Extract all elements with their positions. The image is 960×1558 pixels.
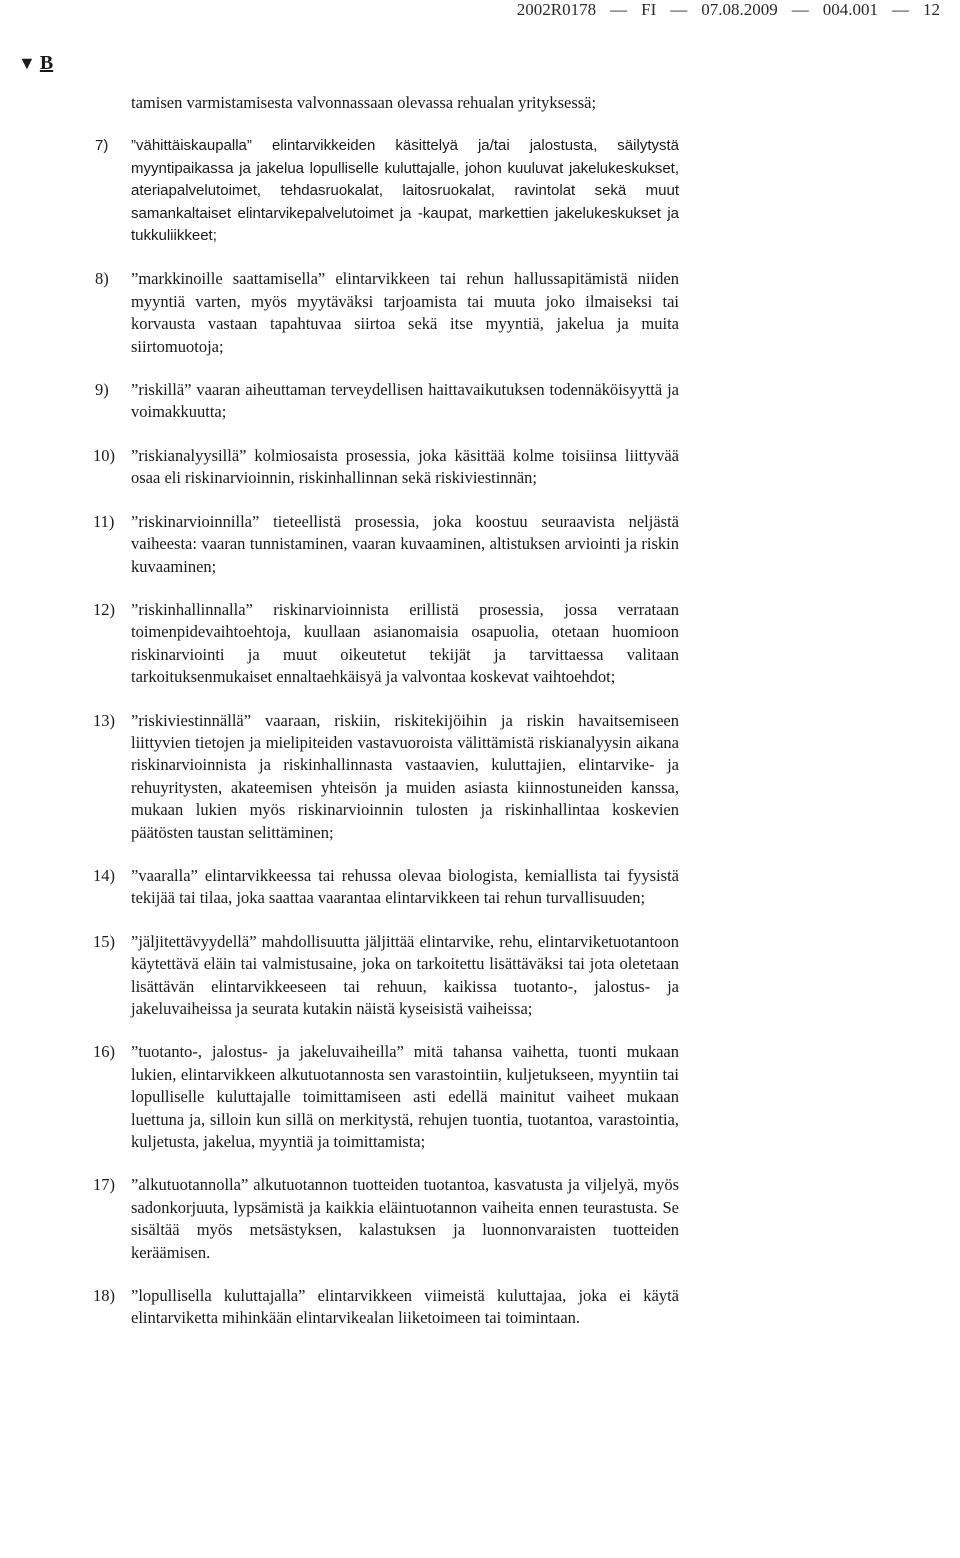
item-text: ”riskinarvioinnilla” tieteellistä prosessia, joka koostuu seuraavista neljästä vaiheesta: vaaran tunnistaminen, vaaran kuvaaminen, altistuksen arviointi ja riskin kuvaaminen; <box>131 511 679 576</box>
definition-item-8 <box>95 268 679 358</box>
item-number: 16) <box>93 1042 115 1062</box>
item-text: ”alkutuotannolla” alkutuotannon tuotteiden tuotantoa, kasvatusta ja viljelyä, myös sadonkorjuuta, lypsämistä ja kaikkia eläintuotannon vaiheita ennen teurastusta. Se sisältää myös metsästyksen, kalastuksen ja luonnonvaraisten tuotteiden keräämisen. <box>131 1175 679 1262</box>
doc-id: 2002R0178 <box>516 0 597 19</box>
definition-item-13 <box>93 710 679 844</box>
item-text: ”markkinoille saattamisella” elintarvikkeen tai rehun hallussapitämistä niiden myyntiä varten, myös myytäväksi tarjoamista tai muuta joko ilmaiseksi tai korvausta vastaan tapahtuvaa siirtoa sekä itse myyntiä, jakelua ja muita siirtomuotoja; <box>131 269 679 356</box>
item-number: 15) <box>93 931 115 951</box>
item-text: ”vaaralla” elintarvikkeessa tai rehussa olevaa biologista, kemiallista tai fyysistä tekijää tai tilaa, joka saattaa vaarantaa elintarvikkeen tai rehun turvallisuuden; <box>131 865 679 908</box>
item-text: ”riskianalyysillä” kolmiosaista prosessia, joka käsittää kolme toisiinsa liittyvää osaa eli riskinarvioinnin, riskinhallinnan sekä riskiviestinnän; <box>131 445 679 488</box>
amendment-letter: B <box>39 52 54 74</box>
definition-item-12 <box>93 599 679 689</box>
doc-date: 07.08.2009 <box>701 0 778 19</box>
triangle-down-icon: ▼ <box>18 53 36 73</box>
definition-item-14 <box>93 865 679 910</box>
item-number: 12) <box>93 599 115 619</box>
document-body <box>93 92 679 1351</box>
item-number: 11) <box>93 511 115 531</box>
doc-version: 004.001 <box>822 0 878 19</box>
item-text: ”vähittäiskaupalla” elintarvikkeiden käsittelyä ja/tai jalostusta, säilytystä myyntipaikassa ja jakelua lopulliselle kuluttajalle, johon kuuluvat jakelukeskukset, ateriapalvelutoimet, tehdasruokalat, laitosruokalat, ravintolat sekä muut samankaltaiset elintarvikepalvelutoimet ja -kaupat, markettien jakelukeskukset ja tukkuliikkeet; <box>131 137 679 245</box>
item-number: 10) <box>93 445 115 465</box>
definition-item-10 <box>93 445 679 490</box>
item-number: 8) <box>95 269 109 289</box>
page-header: 2002R0178 — FI — 07.08.2009 — 004.001 — 12 <box>516 0 940 19</box>
item-text: ”jäljitettävyydellä” mahdollisuutta jäljittää elintarvike, rehu, elintarviketuotantoon käytettävä eläin tai valmistusaine, joka on tarkoitettu lisättäväksi tai jota oletetaan lisättävän elintarvikkeeseen tai rehuun, kaikissa tuotanto-, jalostus- ja jakeluvaiheissa ja seurata kutakin näistä kyseisistä vaiheissa; <box>131 931 679 1018</box>
definition-item-16 <box>93 1041 679 1153</box>
item-number: 9) <box>95 380 109 400</box>
item-number: 14) <box>93 865 115 885</box>
item-text: ”tuotanto-, jalostus- ja jakeluvaiheilla” mitä tahansa vaihetta, tuonti mukaan lukien, elintarvikkeen alkutuotannosta sen varastointiin, kuljetukseen, myyntiin tai lopulliselle kuluttajalle toimittamiseen asti edellä mainitut vaiheet mukaan luettuna ja, silloin kun sillä on merkitystä, rehujen tuontia, tuotantoa, varastointia, kuljetusta, jakelua, myyntiä ja toimittamista; <box>131 1042 679 1152</box>
amendment-marker <box>18 50 53 76</box>
item-text: ”lopullisella kuluttajalla” elintarvikkeen viimeistä kuluttajaa, joka ei käytä elintarviketta mihinkään elintarvikealan liiketoimeen tai toimintaan. <box>131 1286 679 1328</box>
page-number: 12 <box>923 0 940 19</box>
doc-language: FI <box>641 0 657 19</box>
item-number: 13) <box>93 710 115 730</box>
definition-item-11 <box>93 511 679 578</box>
definition-item-18 <box>93 1285 679 1330</box>
intro-paragraph: tamisen varmistamisesta valvonnassaan olevassa rehualan yrityksessä; <box>131 93 597 112</box>
item-text: ”riskiviestinnällä” vaaraan, riskiin, riskitekijöihin ja riskin havaitsemiseen liittyvien tietojen ja mielipiteiden vastavuoroista välittämistä riskianalyysin aikana riskinarvioinnista ja riskinhallinnasta vastaavien, kuluttajien, elintarvike- ja rehuyritysten, akateemisen yhteisön ja muiden asiasta kiinnostuneiden kanssa, mukaan lukien myös riskinarvioinnin tulosten ja riskinhallintaa koskevien päätösten taustan selittäminen; <box>131 710 679 842</box>
definition-item-7 <box>95 135 679 247</box>
item-text: ”riskinhallinnalla” riskinarvioinnista erillistä prosessia, jossa verrataan toimenpidevaihtoehtoja, kuullaan asianomaisia osapuolia, otetaan huomioon riskinarviointi ja muut oikeutetut tekijät ja tarvittaessa valitaan tarkoituksenmukaiset ennaltaehkäisyä ja valvontaa koskevat vaihtoehdot; <box>131 599 679 687</box>
item-number: 7) <box>95 137 109 155</box>
definition-item-15 <box>93 931 679 1021</box>
definition-item-9 <box>95 379 679 424</box>
item-text: ”riskillä” vaaran aiheuttaman terveydellisen haittavaikutuksen todennäköisyyttä ja voimakkuutta; <box>131 380 679 422</box>
definition-item-17 <box>93 1174 679 1264</box>
item-number: 18) <box>93 1286 115 1306</box>
item-number: 17) <box>93 1175 115 1195</box>
